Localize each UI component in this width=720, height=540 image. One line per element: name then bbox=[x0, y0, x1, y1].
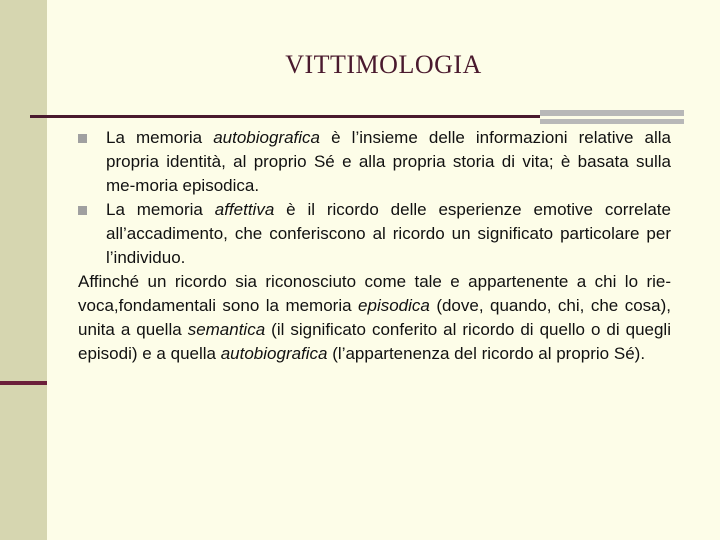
bullet-item-autobiografica bbox=[78, 126, 671, 198]
italic-term: semantica bbox=[187, 320, 266, 339]
text-run: (il significato conferito al ricordo di quello o di quegli episodi) e a quella bbox=[78, 320, 671, 363]
italic-term: affettiva bbox=[214, 200, 275, 219]
text-run: (dove, quando, chi, che cosa), unita a quella bbox=[78, 296, 671, 339]
text-run: Affinché un ricordo sia riconosciuto come tale e appartenente a chi lo rie-voca,fondamentali sono la memoria bbox=[78, 272, 671, 315]
square-bullet-icon bbox=[78, 134, 87, 143]
body-paragraph bbox=[78, 270, 671, 366]
sidebar-accent-line bbox=[0, 381, 47, 385]
bullet-text bbox=[106, 128, 671, 195]
bullet-text bbox=[106, 200, 671, 267]
text-run: è il ricordo delle esperienze emotive correlate all’accadimento, che conferiscono al ricordo un significato particolare per l’individuo. bbox=[106, 200, 671, 267]
title-rule-gray-top bbox=[540, 110, 684, 116]
square-bullet-icon bbox=[78, 206, 87, 215]
text-run: (l’appartenenza del ricordo al proprio Sé). bbox=[327, 344, 646, 363]
title-rule-gray-bottom bbox=[540, 119, 684, 124]
text-run: La memoria bbox=[106, 200, 215, 219]
text-run: La memoria bbox=[106, 128, 214, 147]
title-underline bbox=[30, 115, 540, 118]
slide-body bbox=[78, 126, 671, 366]
italic-term: autobiografica bbox=[213, 128, 321, 147]
text-run: è l’insieme delle informazioni relative alla propria identità, al proprio Sé e alla propria storia di vita; è basata sulla me-moria episodica. bbox=[106, 128, 671, 195]
left-sidebar-decoration bbox=[0, 0, 47, 540]
slide-title: VITTIMOLOGIA bbox=[285, 50, 482, 79]
italic-term: episodica bbox=[358, 296, 430, 315]
bullet-item-affettiva bbox=[78, 198, 671, 270]
italic-term: autobiografica bbox=[220, 344, 328, 363]
